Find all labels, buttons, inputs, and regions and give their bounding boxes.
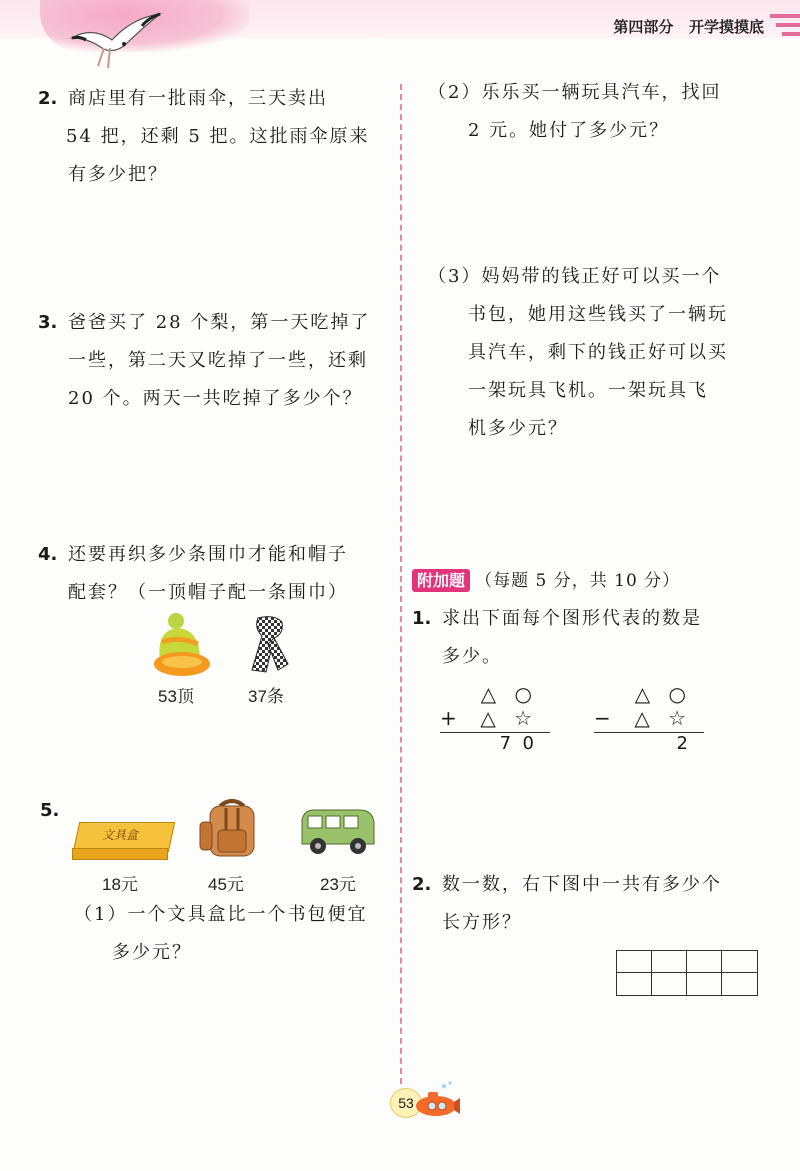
question-line: 机多少元？ xyxy=(468,418,568,439)
scarf-caption: 37条 xyxy=(248,687,284,706)
seagull-icon xyxy=(62,8,172,78)
bonus-header xyxy=(412,566,680,591)
toy-car-price: 23元 xyxy=(320,875,356,894)
question-number: 1. xyxy=(412,608,432,629)
question-5-part-3 xyxy=(428,258,778,448)
equation-2 xyxy=(594,682,704,754)
scarf-icon xyxy=(244,614,294,676)
question-line: 数一数，右下图中一共有多少个 xyxy=(442,874,722,895)
column-divider xyxy=(400,84,402,1084)
bonus-question-2 xyxy=(412,866,782,942)
question-line: 配套？（一顶帽子配一条围巾） xyxy=(68,582,348,603)
question-line: 求出下面每个图形代表的数是 xyxy=(442,608,702,629)
question-number: 3. xyxy=(38,312,58,333)
equation-row: △ ☆ xyxy=(634,706,692,730)
question-line: 具汽车，剩下的钱正好可以买 xyxy=(468,342,728,363)
question-line: （1）一个文具盒比一个书包便宜 xyxy=(74,904,368,925)
question-line: 有多少把？ xyxy=(68,164,168,185)
question-5-part-1 xyxy=(74,896,394,972)
equation-result: 7 0 xyxy=(499,733,534,754)
question-line: （2）乐乐买一辆玩具汽车，找回 xyxy=(428,82,722,103)
question-line: 54 把，还剩 5 把。这批雨伞原来 xyxy=(66,126,370,147)
question-line: 多少元？ xyxy=(112,942,192,963)
rectangle-grid-figure xyxy=(616,950,758,996)
question-3 xyxy=(38,304,388,418)
submarine-icon xyxy=(414,1080,460,1122)
question-line: 一架玩具飞机。一架玩具飞 xyxy=(468,380,708,401)
question-line: 一些，第二天又吃掉了一些，还剩 xyxy=(68,350,368,371)
page-number: 53 xyxy=(390,1088,422,1118)
corner-decoration xyxy=(770,12,800,38)
question-line: 书包，她用这些钱买了一辆玩 xyxy=(468,304,728,325)
question-line: 还要再织多少条围巾才能和帽子 xyxy=(68,544,348,565)
section-title: 第四部分 开学摸摸底 xyxy=(613,18,764,36)
question-line: 2 元。她付了多少元？ xyxy=(468,120,670,141)
hat-icon xyxy=(150,612,212,678)
pencil-box-price: 18元 xyxy=(102,875,138,894)
hat-caption: 53顶 xyxy=(158,687,194,706)
question-number: 4. xyxy=(38,544,58,565)
bonus-question-1 xyxy=(412,600,782,676)
equation-row: △ ○ xyxy=(634,682,692,706)
question-4 xyxy=(38,536,388,612)
equation-1 xyxy=(440,682,550,754)
backpack-icon xyxy=(198,796,266,860)
minus-sign: − xyxy=(594,706,611,730)
equation-result: 2 xyxy=(676,733,688,754)
question-line: 长方形？ xyxy=(442,912,522,933)
question-number: 5. xyxy=(40,800,60,821)
pencil-box-icon xyxy=(72,822,172,858)
question-line: （3）妈妈带的钱正好可以买一个 xyxy=(428,266,722,287)
question-number: 2. xyxy=(38,88,58,109)
plus-sign: + xyxy=(440,706,457,730)
question-2 xyxy=(38,80,388,194)
question-line: 多少。 xyxy=(442,646,502,667)
bonus-tag: 附加题 xyxy=(412,569,470,592)
pencil-box-label: 文具盒 xyxy=(102,828,139,842)
question-line: 爸爸买了 28 个梨，第一天吃掉了 xyxy=(68,312,371,333)
equation-row: △ ○ xyxy=(480,682,538,706)
bonus-note: （每题 5 分，共 10 分） xyxy=(475,571,681,591)
equation-row: △ ☆ xyxy=(480,706,538,730)
question-line: 20 个。两天一共吃掉了多少个？ xyxy=(68,388,363,409)
question-line: 商店里有一批雨伞，三天卖出 xyxy=(68,88,328,109)
question-5-part-2 xyxy=(428,74,778,150)
backpack-price: 45元 xyxy=(208,875,244,894)
toy-car-icon xyxy=(298,806,376,856)
question-number: 2. xyxy=(412,874,432,895)
